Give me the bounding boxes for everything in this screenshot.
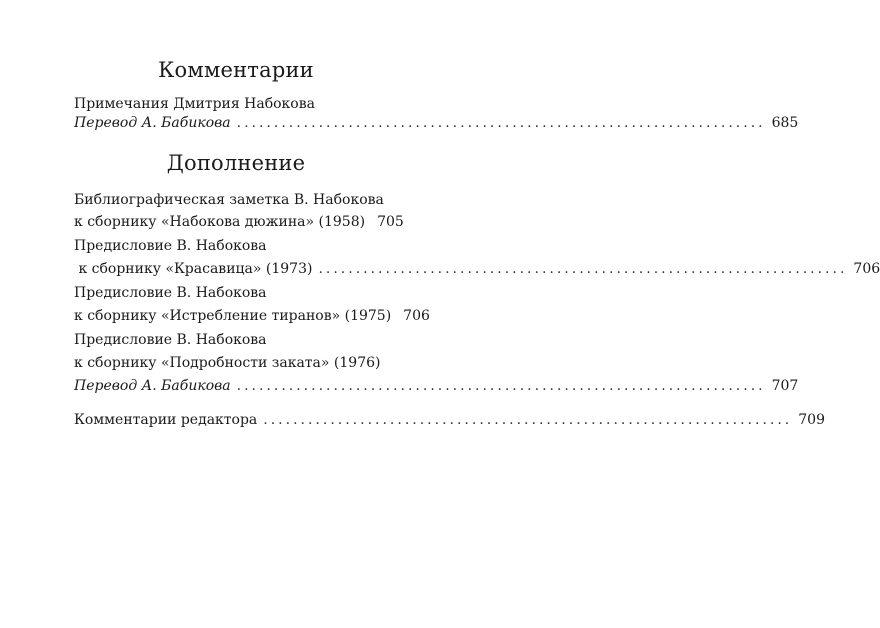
toc-entry-tyrants-destroyed[interactable]: [74, 306, 430, 326]
toc-line-preface-3: [74, 330, 398, 350]
toc-page-number: 707: [771, 378, 799, 394]
toc-entry-krasavitsa[interactable]: [74, 259, 880, 279]
toc-line-bibliographic-note: [74, 190, 398, 210]
toc-entry-text: Перевод А. Бабикова: [74, 378, 231, 394]
section-heading-comments: Комментарии: [158, 58, 314, 82]
toc-line-preface-2: [74, 283, 398, 303]
leader-dots: .......................................................................: [236, 378, 766, 394]
toc-entry-text: к сборнику «Истребление тиранов» (1975): [74, 308, 392, 324]
toc-line-text: Предисловие В. Набокова: [74, 332, 267, 348]
toc-entry-text: к сборнику «Красавица» (1973): [74, 261, 313, 277]
toc-entry-nabokov-dozen[interactable]: [74, 212, 404, 232]
section-heading-appendix: Дополнение: [166, 151, 306, 175]
toc-line-text: Библиографическая заметка В. Набокова: [74, 192, 384, 208]
toc-entry-editor-comments[interactable]: [74, 410, 825, 430]
toc-line-text: Предисловие В. Набокова: [74, 285, 267, 301]
toc-line-details-of-sunset: [74, 353, 398, 373]
toc-entry-translation-1[interactable]: [74, 113, 799, 133]
toc-entry-text: Комментарии редактора: [74, 412, 258, 428]
toc-page-number: 685: [771, 115, 799, 131]
leader-dots: .......................................................................: [263, 412, 793, 428]
leader-dots: .......................................................................: [318, 261, 848, 277]
toc-page-number: 706: [403, 308, 430, 324]
toc-line-text: Примечания Дмитрия Набокова: [74, 96, 315, 112]
toc-line-preface-1: [74, 236, 398, 256]
toc-entry-text: к сборнику «Набокова дюжина» (1958): [74, 214, 366, 230]
toc-page-number: 706: [853, 261, 880, 277]
toc-page-number: 705: [377, 214, 404, 230]
leader-dots: .......................................................................: [236, 115, 766, 131]
toc-entry-translation-2[interactable]: [74, 376, 799, 396]
toc-line-dmitri-notes: [74, 94, 398, 114]
toc-entry-text: Перевод А. Бабикова: [74, 115, 231, 131]
toc-line-text: Предисловие В. Набокова: [74, 238, 267, 254]
toc-page-number: 709: [798, 412, 825, 428]
toc-line-text: к сборнику «Подробности заката» (1976): [74, 355, 381, 371]
